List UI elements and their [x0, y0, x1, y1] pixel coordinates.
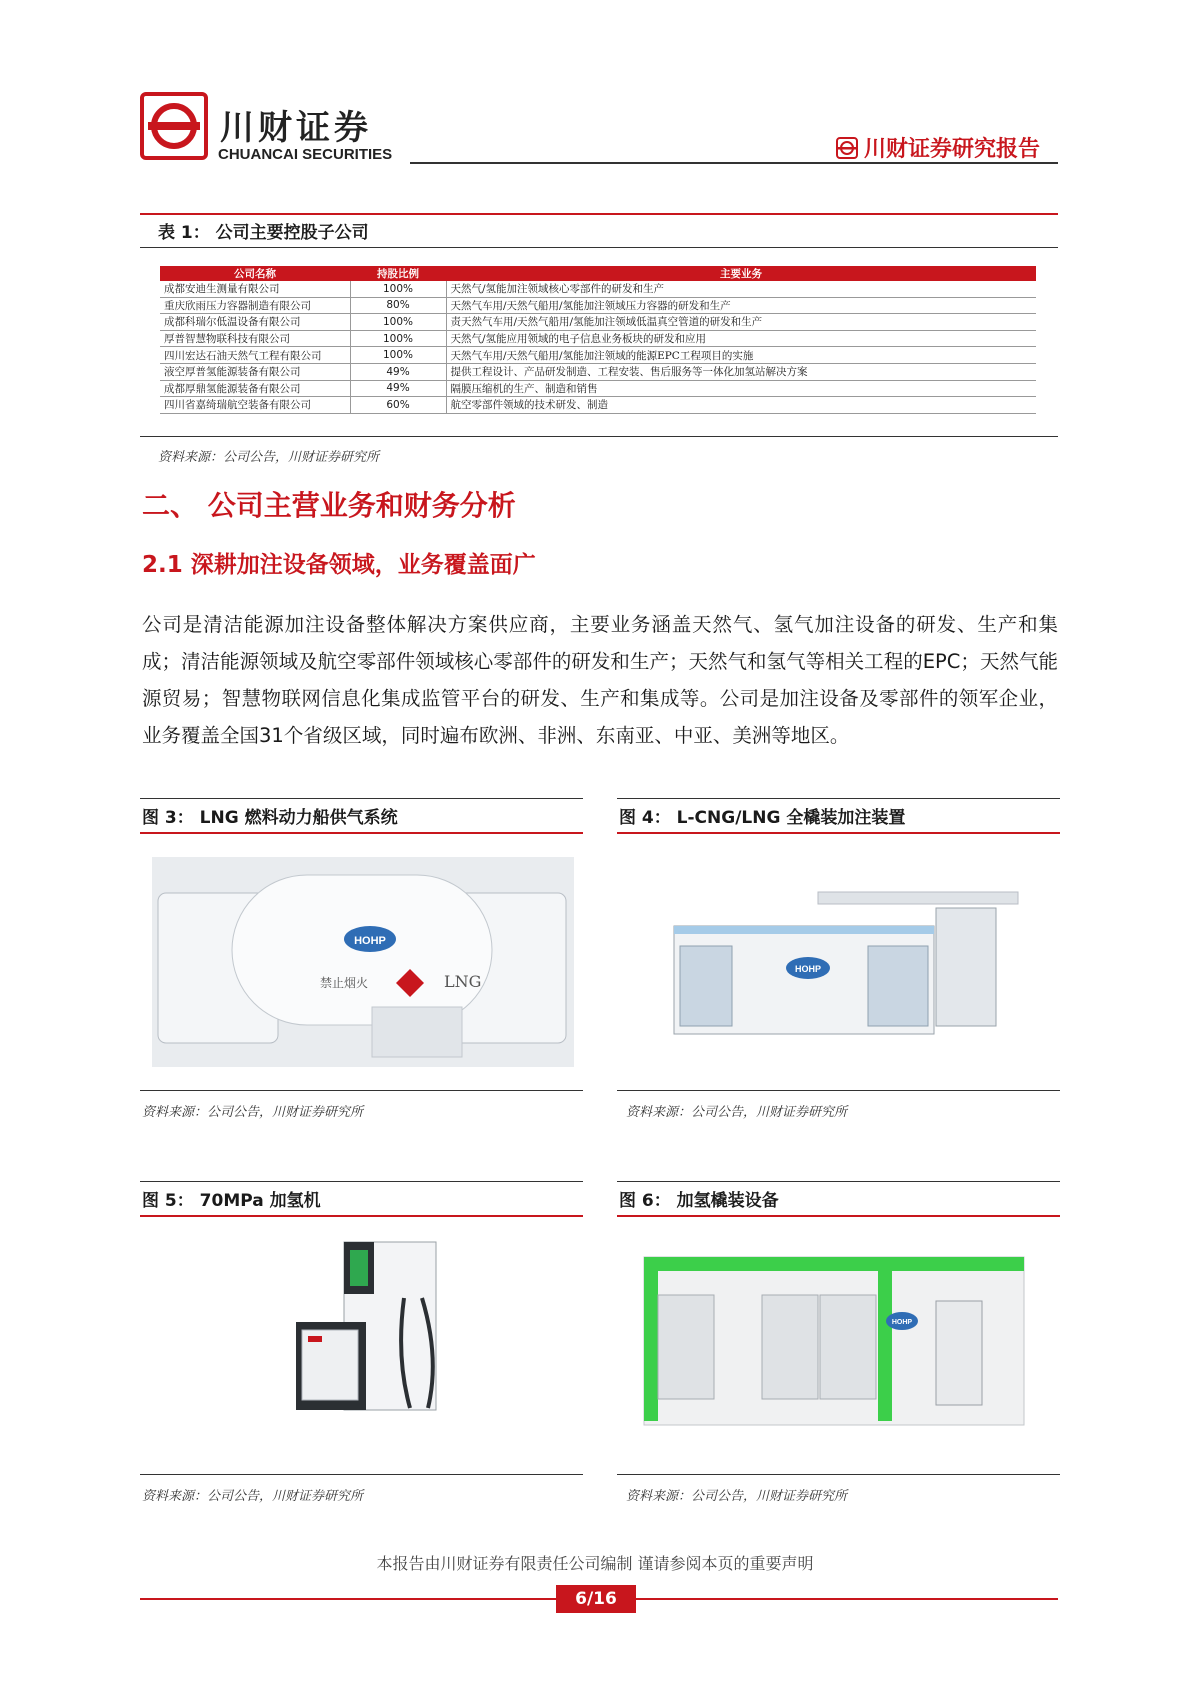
cell-business: 天然气车用/天然气船用/氢能加注领域的能源EPC工程项目的实施 — [446, 347, 1036, 364]
cell-business: 天然气车用/天然气船用/氢能加注领域压力容器的研发和生产 — [446, 297, 1036, 314]
table-row — [160, 363, 1036, 380]
fig5-caption: 图 5： 70MPa 加氢机 — [142, 1191, 321, 1211]
fig4-red-line — [617, 832, 1060, 834]
fig5-bottom-line — [140, 1474, 583, 1475]
cell-company: 液空厚普氢能源装备有限公司 — [160, 363, 350, 380]
report-title — [836, 132, 1040, 163]
table-caption-top-line — [140, 213, 1058, 215]
table-row — [160, 380, 1036, 397]
table-row — [160, 297, 1036, 314]
cell-share: 60% — [350, 397, 446, 414]
fig5-top-line — [140, 1181, 583, 1182]
fig5-image — [292, 1238, 458, 1414]
table-row — [160, 314, 1036, 331]
table-row — [160, 281, 1036, 297]
fig4-image — [668, 888, 1028, 1038]
subsection-heading: 2.1 深耕加注设备领域，业务覆盖面广 — [142, 552, 536, 578]
cell-share: 100% — [350, 347, 446, 364]
skid-station-illustration — [668, 888, 1028, 1038]
fig3-source: 资料来源：公司公告，川财证券研究所 — [142, 1105, 364, 1120]
cell-company: 厚普智慧物联科技有限公司 — [160, 330, 350, 347]
cell-business: 航空零部件领域的技术研发、制造 — [446, 397, 1036, 414]
fig3-top-line — [140, 798, 583, 799]
section-heading: 二、 公司主营业务和财务分析 — [142, 489, 516, 522]
fig6-image — [640, 1243, 1030, 1433]
table-caption: 表 1： 公司主要控股子公司 — [158, 223, 369, 243]
header-divider — [410, 162, 1058, 164]
logo-text: 川财证券 — [220, 108, 372, 148]
cell-share: 100% — [350, 281, 446, 297]
fig5-source: 资料来源：公司公告，川财证券研究所 — [142, 1489, 364, 1504]
cell-company: 四川省嘉绮瑞航空装备有限公司 — [160, 397, 350, 414]
report-title-text: 川财证券研究报告 — [864, 137, 1041, 162]
cell-share: 100% — [350, 314, 446, 331]
fig6-red-line — [617, 1215, 1060, 1217]
fig3-image — [152, 857, 574, 1067]
fig4-source: 资料来源：公司公告，川财证券研究所 — [626, 1105, 848, 1120]
lng-tank-illustration — [152, 857, 574, 1067]
fig6-top-line — [617, 1181, 1060, 1182]
table-row — [160, 397, 1036, 414]
fig3-bottom-line — [140, 1090, 583, 1091]
table-source: 资料来源：公司公告，川财证券研究所 — [158, 450, 380, 465]
cell-share: 100% — [350, 330, 446, 347]
fig4-bottom-line — [617, 1090, 1060, 1091]
logo-mark — [140, 92, 208, 160]
footer-left-line — [140, 1598, 556, 1600]
fig4-top-line — [617, 798, 1060, 799]
body-paragraph: 公司是清洁能源加注设备整体解决方案供应商，主要业务涵盖天然气、氢气加注设备的研发、生产和集成；清洁能源领域及航空零部件领域核心零部件的研发和生产；天然气和氢气等相关工程的EPC；天然气能源贸易；智慧物联网信息化集成监管平台的研发、生产和集成等。公司是加注设备及零部件的领军企业，业务覆盖全国31个省级区域，同时遍布欧洲、非洲、东南亚、中亚、美洲等地区。 — [142, 613, 1058, 747]
fig6-brand: HOHP — [891, 1319, 913, 1326]
fig4-brand: HOHP — [794, 964, 822, 974]
fig4-caption: 图 4： L-CNG/LNG 全橇装加注装置 — [619, 808, 906, 828]
table-row — [160, 347, 1036, 364]
table-row — [160, 330, 1036, 347]
page-number: 6/16 — [556, 1585, 636, 1613]
table-bottom-line — [140, 436, 1058, 437]
fig3-warn-label: 禁止烟火 — [320, 976, 369, 990]
col-header-name: 公司名称 — [160, 266, 350, 281]
table-header-row — [160, 266, 1036, 281]
cell-company: 成都科瑞尔低温设备有限公司 — [160, 314, 350, 331]
cell-business: 隔膜压缩机的生产、制造和销售 — [446, 380, 1036, 397]
cell-business: 天然气/氢能应用领域的电子信息业务板块的研发和应用 — [446, 330, 1036, 347]
subsidiaries-table — [160, 266, 1036, 414]
logo-english-text: CHUANCAI SECURITIES — [218, 146, 393, 163]
hydrogen-dispenser-illustration — [292, 1238, 458, 1414]
cell-business: 责天然气车用/天然气船用/氢能加注领域低温真空管道的研发和生产 — [446, 314, 1036, 331]
report-logo-icon — [836, 137, 858, 159]
cell-company: 成都安迪生测量有限公司 — [160, 281, 350, 297]
hydrogen-skid-illustration — [640, 1243, 1030, 1433]
cell-company: 重庆欣雨压力容器制造有限公司 — [160, 297, 350, 314]
fig6-caption: 图 6： 加氢橇装设备 — [619, 1191, 779, 1211]
footer-disclaimer: 本报告由川财证券有限责任公司编制 谨请参阅本页的重要声明 — [376, 1554, 814, 1573]
cell-share: 49% — [350, 380, 446, 397]
cell-share: 80% — [350, 297, 446, 314]
fig5-red-line — [140, 1215, 583, 1217]
cell-company: 四川宏达石油天然气工程有限公司 — [160, 347, 350, 364]
table-caption-bottom-line — [140, 247, 1058, 248]
footer-right-line — [636, 1598, 1058, 1600]
logo-icon — [144, 96, 204, 156]
fig3-tank-label: LNG — [444, 972, 482, 991]
fig3-red-line — [140, 832, 583, 834]
cell-company: 成都厚鼎氢能源装备有限公司 — [160, 380, 350, 397]
cell-business: 提供工程设计、产品研发制造、工程安装、售后服务等一体化加氢站解决方案 — [446, 363, 1036, 380]
col-header-business: 主要业务 — [446, 266, 1036, 281]
cell-business: 天然气/氢能加注领域核心零部件的研发和生产 — [446, 281, 1036, 297]
fig3-caption: 图 3： LNG 燃料动力船供气系统 — [142, 808, 398, 828]
cell-share: 49% — [350, 363, 446, 380]
fig6-source: 资料来源：公司公告，川财证券研究所 — [626, 1489, 848, 1504]
fig3-brand: HOHP — [354, 935, 386, 947]
fig6-bottom-line — [617, 1474, 1060, 1475]
col-header-share: 持股比例 — [350, 266, 446, 281]
